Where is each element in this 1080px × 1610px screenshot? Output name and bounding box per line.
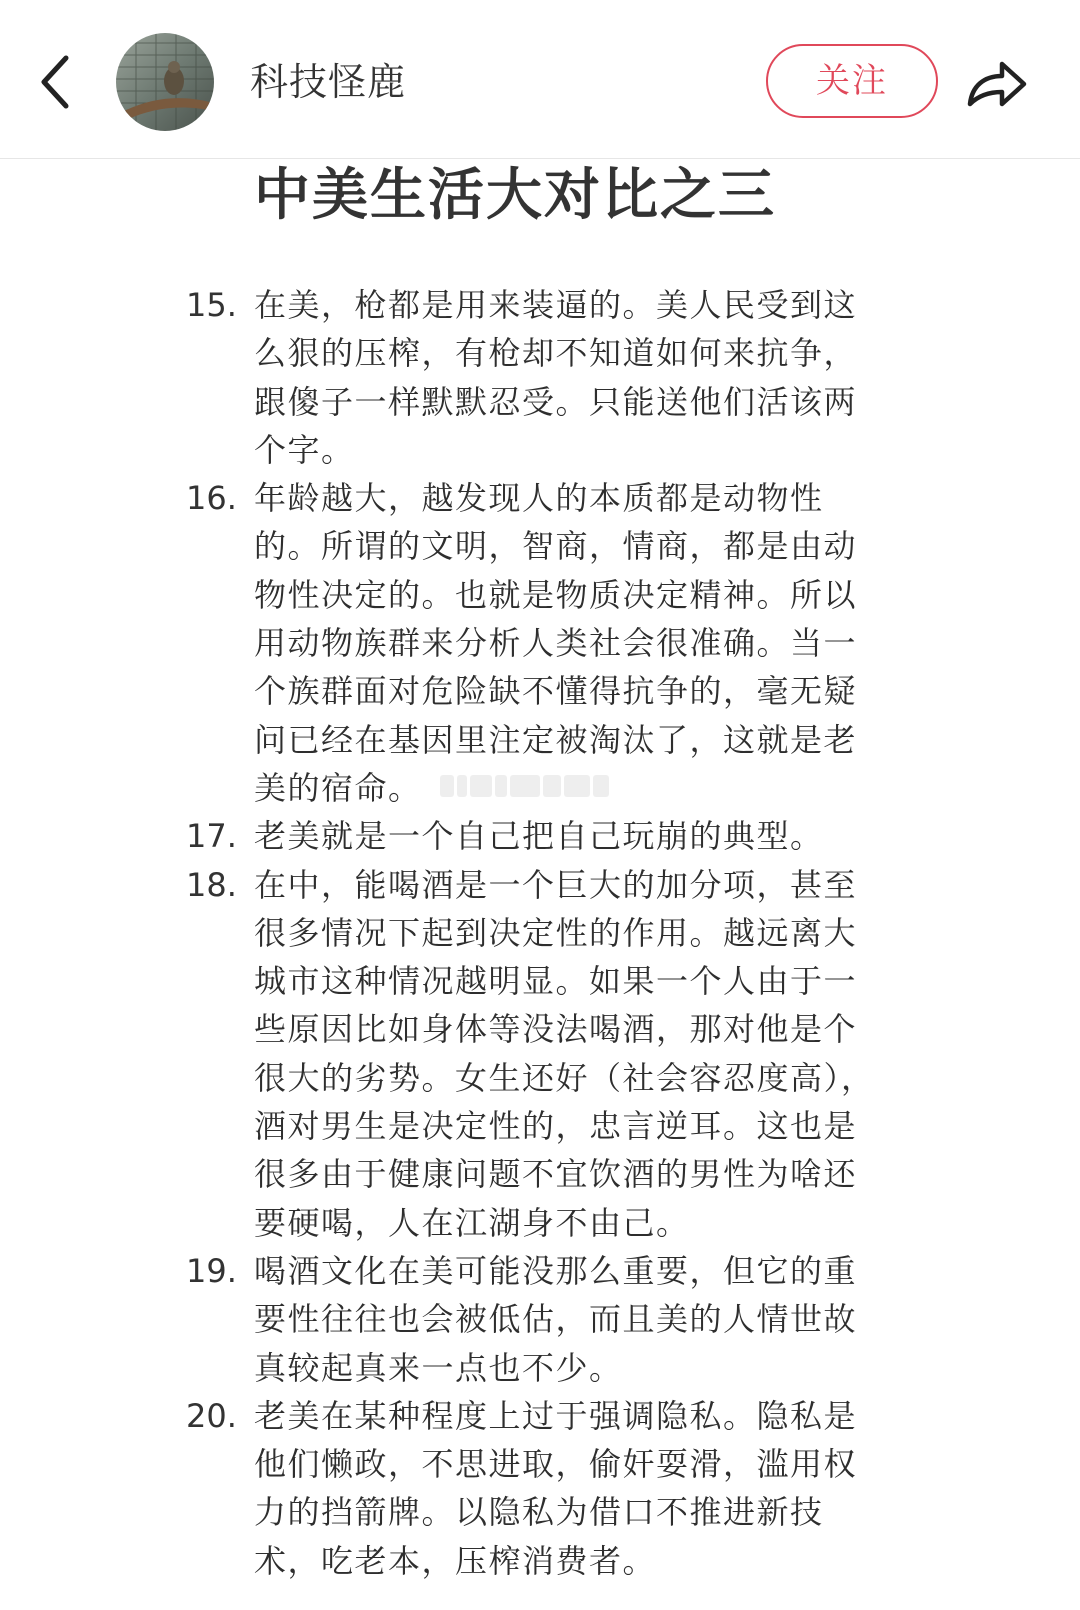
top-nav-bar <box>0 0 1080 159</box>
share-button[interactable] <box>962 52 1030 114</box>
item-number: 17. <box>186 817 237 856</box>
item-text: 在中，能喝酒是一个巨大的加分项，甚至很多情况下起到决定性的作用。越远离大城市这种情况越明显。如果一个人由于一些原因比如身体等没法喝酒，那对他是个很大的劣势。女生还好（社会容忍度高），酒对男生是决定性的，忠言逆耳。这也是很多由于健康问题不宜饮酒的男性为啥还要硬喝，人在江湖身不由己。 <box>254 865 875 1242</box>
item-number: 20. <box>186 1396 237 1435</box>
item-number: 15. <box>186 286 237 324</box>
follow-button[interactable]: 关注 <box>766 44 938 118</box>
share-icon <box>962 52 1030 114</box>
list-item <box>180 474 880 812</box>
item-number: 18. <box>186 865 237 904</box>
article-title: 中美生活大对比之三 <box>254 163 776 228</box>
list-item <box>180 861 880 1247</box>
avatar[interactable] <box>116 33 214 131</box>
list-item <box>180 1247 880 1392</box>
item-text: 老美就是一个自己把自己玩崩的典型。 <box>254 817 824 856</box>
item-text: 在美，枪都是用来装逼的。美人民受到这么狠的压榨，有枪却不知道如何来抗争，跟傻子一样默默忍受。只能送他们活该两个字。 <box>254 286 858 469</box>
avatar-image <box>116 33 214 131</box>
back-button[interactable] <box>34 52 78 112</box>
item-number: 16. <box>186 479 237 518</box>
item-number: 19. <box>186 1251 237 1290</box>
author-name[interactable]: 科技怪鹿 <box>250 60 407 104</box>
item-text: 年龄越大，越发现人的本质都是动物性的。所谓的文明，智商，情商，都是由动物性决定的。也就是物质决定精神。所以用动物族群来分析人类社会很准确。当一个族群面对危险缺不懂得抗争的，毫无疑问已经在基因里注定被淘汰了，这就是老美的宿命。 <box>254 479 858 807</box>
article-list <box>180 281 880 1585</box>
chevron-left-icon <box>34 52 78 112</box>
list-item <box>180 1392 880 1585</box>
item-text: 喝酒文化在美可能没那么重要，但它的重要性往往也会被低估，而且美的人情世故真较起真来一点也不少。 <box>254 1251 858 1387</box>
list-item <box>180 281 880 474</box>
watermark <box>440 775 620 805</box>
list-item <box>180 812 880 860</box>
item-text: 老美在某种程度上过于强调隐私。隐私是他们懒政，不思进取，偷奸耍滑，滥用权力的挡箭牌。以隐私为借口不推进新技术，吃老本，压榨消费者。 <box>254 1396 858 1580</box>
